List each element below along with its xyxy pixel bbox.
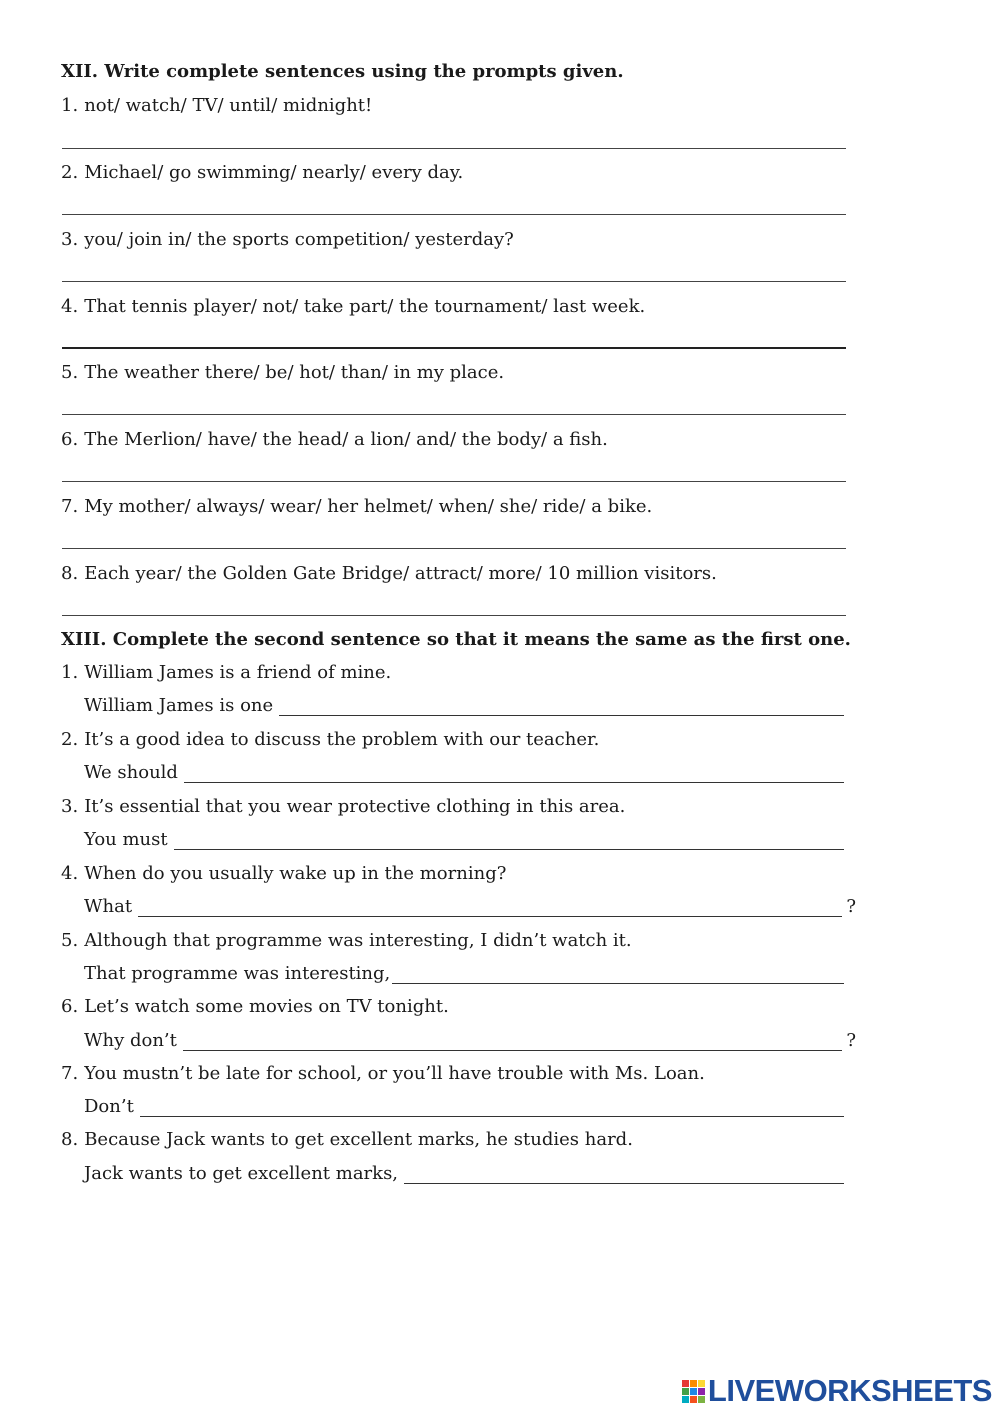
item-number: 6. — [61, 996, 79, 1017]
s12-item-1-answer-line[interactable] — [62, 148, 846, 149]
s13-item-6-rewrite — [84, 1029, 856, 1051]
prompt-text: not/ watch/ TV/ until/ midnight! — [84, 95, 373, 116]
s12-item-5-answer-line[interactable] — [62, 414, 846, 415]
s12-item-6-answer-line[interactable] — [62, 481, 846, 482]
question-mark: ? — [846, 1030, 856, 1051]
prompt-text: Let’s watch some movies on TV tonight. — [84, 996, 449, 1017]
item-number: 3. — [61, 796, 79, 817]
badge-square — [690, 1380, 697, 1387]
rewrite-stem: Don’t — [84, 1096, 134, 1117]
rewrite-stem: Why don’t — [84, 1030, 177, 1051]
prompt-text: Although that programme was interesting, I didn’t watch it. — [84, 930, 632, 951]
prompt-text: The weather there/ be/ hot/ than/ in my place. — [84, 362, 505, 383]
s13-item-7-answer-field[interactable] — [140, 1099, 844, 1117]
prompt-text: Each year/ the Golden Gate Bridge/ attract/ more/ 10 million visitors. — [84, 563, 717, 584]
s12-item-7-prompt — [61, 497, 652, 517]
rewrite-stem: That programme was interesting, — [84, 963, 391, 984]
item-number: 8. — [61, 563, 79, 584]
prompt-text: Because Jack wants to get excellent marks, he studies hard. — [84, 1129, 633, 1150]
badge-square — [690, 1388, 697, 1395]
s13-item-2-prompt — [61, 730, 599, 750]
item-number: 2. — [61, 729, 79, 750]
item-number: 4. — [61, 863, 79, 884]
s12-item-5-prompt — [61, 363, 504, 383]
s13-item-3-rewrite — [84, 828, 844, 850]
s13-item-7-prompt — [61, 1064, 705, 1084]
liveworksheets-logo[interactable] — [682, 1375, 992, 1407]
s13-item-5-rewrite — [84, 962, 844, 984]
badge-square — [698, 1388, 705, 1395]
s13-item-7-rewrite — [84, 1095, 844, 1117]
s12-item-8-prompt — [61, 564, 717, 584]
s12-item-4-prompt — [61, 297, 645, 317]
badge-square — [698, 1380, 705, 1387]
item-number: 1. — [61, 95, 79, 116]
prompt-text: you/ join in/ the sports competition/ yesterday? — [84, 229, 514, 250]
s12-item-1-prompt — [61, 96, 372, 116]
item-number: 6. — [61, 429, 79, 450]
s13-item-6-prompt — [61, 997, 449, 1017]
rewrite-stem: Jack wants to get excellent marks, — [84, 1163, 399, 1184]
prompt-text: The Merlion/ have/ the head/ a lion/ and/ the body/ a fish. — [84, 429, 608, 450]
s12-item-3-prompt — [61, 230, 514, 250]
badge-square — [690, 1396, 697, 1403]
item-number: 7. — [61, 1063, 79, 1084]
item-number: 2. — [61, 162, 79, 183]
prompt-text: It’s essential that you wear protective clothing in this area. — [84, 796, 626, 817]
s13-item-3-answer-field[interactable] — [174, 832, 844, 850]
s13-item-8-prompt — [61, 1130, 633, 1150]
badge-square — [682, 1388, 689, 1395]
s13-item-4-answer-field[interactable] — [138, 899, 842, 917]
item-number: 3. — [61, 229, 79, 250]
s13-item-6-answer-field[interactable] — [183, 1033, 842, 1051]
badge-square — [682, 1380, 689, 1387]
prompt-text: That tennis player/ not/ take part/ the tournament/ last week. — [84, 296, 646, 317]
item-number: 8. — [61, 1129, 79, 1150]
item-number: 7. — [61, 496, 79, 517]
section-12-heading: XII. Write complete sentences using the prompts given. — [61, 61, 624, 82]
s13-item-5-answer-field[interactable] — [392, 966, 844, 984]
item-number: 1. — [61, 662, 79, 683]
badge-square — [698, 1396, 705, 1403]
s13-item-1-rewrite — [84, 694, 844, 716]
item-number: 5. — [61, 362, 79, 383]
prompt-text: You mustn’t be late for school, or you’ll have trouble with Ms. Loan. — [84, 1063, 705, 1084]
rewrite-stem: You must — [84, 829, 168, 850]
s13-item-2-answer-field[interactable] — [184, 765, 844, 783]
s12-item-7-answer-line[interactable] — [62, 548, 846, 549]
s12-item-8-answer-line[interactable] — [62, 615, 846, 616]
item-number: 5. — [61, 930, 79, 951]
question-mark: ? — [846, 896, 856, 917]
rewrite-stem: We should — [84, 762, 178, 783]
s13-item-5-prompt — [61, 931, 632, 951]
prompt-text: William James is a friend of mine. — [84, 662, 392, 683]
prompt-text: When do you usually wake up in the morning? — [84, 863, 507, 884]
badge-square — [682, 1396, 689, 1403]
s13-item-1-answer-field[interactable] — [279, 698, 844, 716]
s13-item-4-prompt — [61, 864, 506, 884]
prompt-text: Michael/ go swimming/ nearly/ every day. — [84, 162, 464, 183]
s12-item-4-answer-line[interactable] — [62, 347, 846, 349]
section-13-heading: XIII. Complete the second sentence so that it means the same as the first one. — [61, 629, 851, 650]
liveworksheets-badge-icon — [682, 1380, 705, 1403]
s12-item-2-answer-line[interactable] — [62, 214, 846, 215]
prompt-text: My mother/ always/ wear/ her helmet/ when/ she/ ride/ a bike. — [84, 496, 653, 517]
s12-item-3-answer-line[interactable] — [62, 281, 846, 282]
s13-item-8-answer-field[interactable] — [404, 1166, 844, 1184]
logo-wordmark: LIVEWORKSHEETS — [707, 1373, 992, 1408]
s12-item-6-prompt — [61, 430, 608, 450]
s13-item-4-rewrite — [84, 895, 856, 917]
s12-item-2-prompt — [61, 163, 463, 183]
rewrite-stem: What — [84, 896, 133, 917]
prompt-text: It’s a good idea to discuss the problem with our teacher. — [84, 729, 600, 750]
s13-item-1-prompt — [61, 663, 391, 683]
s13-item-8-rewrite — [84, 1162, 844, 1184]
s13-item-2-rewrite — [84, 761, 844, 783]
rewrite-stem: William James is one — [84, 695, 274, 716]
item-number: 4. — [61, 296, 79, 317]
s13-item-3-prompt — [61, 797, 625, 817]
